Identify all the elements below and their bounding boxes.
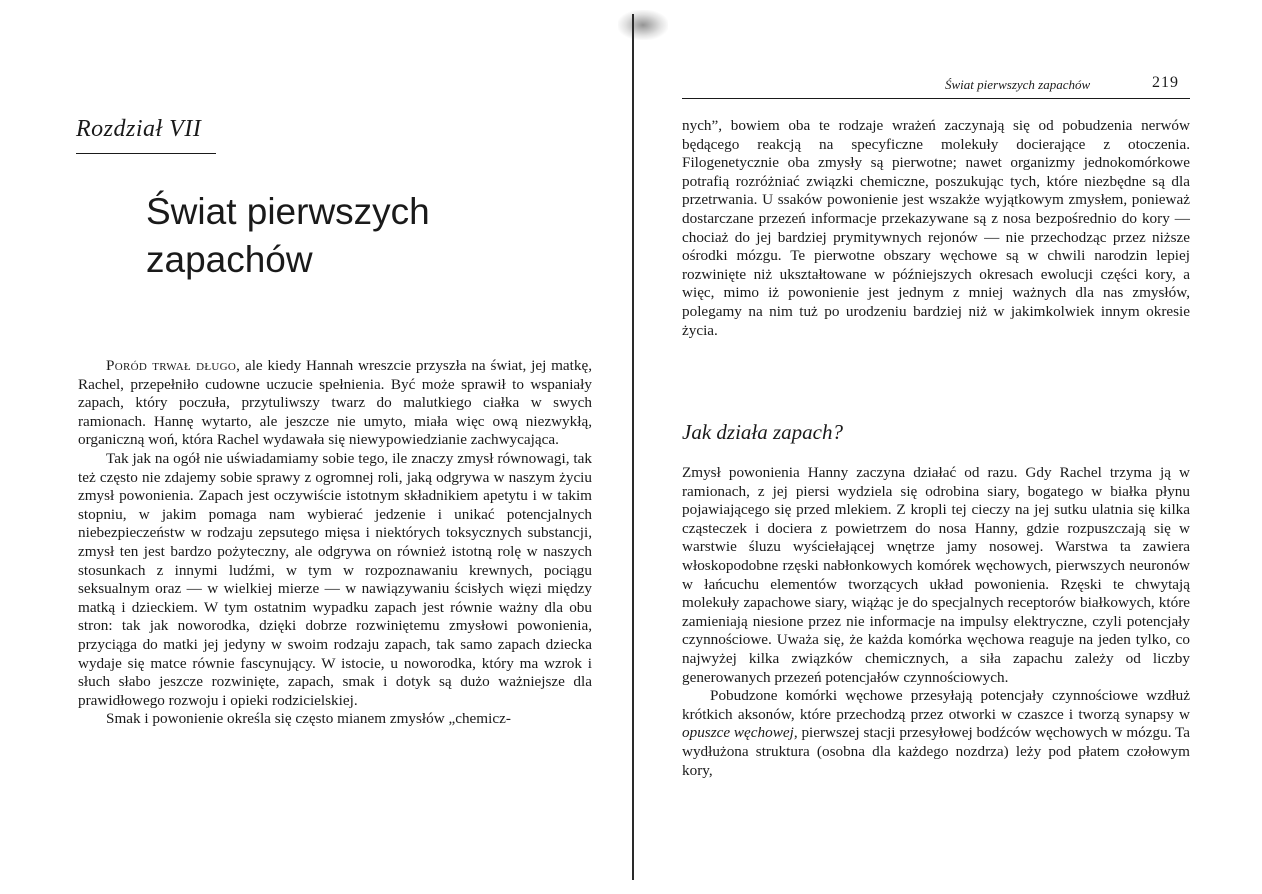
- running-head: Świat pierwszych zapachów: [945, 77, 1091, 92]
- paragraph: Tak jak na ogół nie uświadamiamy sobie tego, ile znaczy zmysł równowagi, tak też często nie zdajemy sobie sprawy z ogromnej roli, jaką odgrywa w naszym życiu zmysł powonienia. Zapach jest oczywiście istotnym składnikiem apetytu i w takim stopniu, w jakim pomaga nam wybierać jedzenie i unikać potencjalnych niebezpieczeństw w rodzaju zepsutego mięsa i niektórych toksycznych substancji, zmysł ten jest bardzo pożyteczny, ale odgrywa on również istotną rolę w naszych stosunkach z innymi ludźmi, w tym w rozpoznawaniu krewnych, pociągu seksualnym oraz — w wielkiej mierze — w nawiązywaniu ścisłych więzi między matką i dzieckiem. W tym ostatnim wypadku zapach jest równie ważny dla obu stron: tak jak noworodka, dzięki dobrze rozwiniętemu zmysłowi powonienia, przyciąga do matki jej jedyny w swoim rodzaju zapach, tak samo zapach dziecka wydaje się matce równie fascynujący. W istocie, u noworodka, który ma wzrok i słuch słabo jeszcze rozwinięte, zapach, smak i dotyk są dużo ważniejsze dla prawidłowego rozwoju i opieki rodzicielskiej.: [78, 449, 592, 709]
- paragraph: [78, 357, 592, 450]
- chapter-title: [146, 188, 566, 284]
- italic-term: opuszce węchowej: [682, 724, 794, 742]
- chapter-rule: [76, 153, 216, 154]
- header-rule: [682, 98, 1190, 99]
- lead-in: Poród trwał długo,: [106, 357, 241, 374]
- paragraph: Zmysł powonienia Hanny zaczyna działać od razu. Gdy Rachel trzyma ją w ramionach, z jej piersi wydziela się odrobina siary, bogatego w białka płynu pojawiającego się przed mlekiem. Z kropli tej cieczy na jej sutku ulatnia się kilka cząsteczek i dociera z powietrzem do nosa Hanny, gdzie rozpuszczają się w warstwie śluzu wyściełającej wnętrze jamy nosowej. Warstwa ta zawiera włoskopodobne rzęski nabłonkowych komórek węchowych, pierwszych neuronów w łańcuchu elementów tworzących układ powonienia. Rzęski te chwytają molekuły zapachowe siary, wiążąc je do specjalnych receptorów białkowych, które zamieniają niesione przez nie informacje na impulsy elektryczne, czyli potencjały czynnościowe. Uważa się, że każda komórka węchowa reaguje na jeden tylko, co najwyżej kilka związków chemicznych, a siła zapachu zależy od liczby generowanych przezeń potencjałów czynnościowych.: [682, 464, 1190, 686]
- chapter-label: Rozdział VII: [76, 116, 202, 142]
- paragraph-text: ale kiedy Hannah wreszcie przyszła na świat, jej matkę, Rachel, przepełniło cudowne uczucie spełnienia. Być może sprawił to wspaniały zapach, który poczuła, przytuliwszy twarz do malutkiego ciałka w swych ramionach. Hannę wytarto, ale jeszcze nie umyto, miała więc ową niezwykłą, organiczną woń, która Rachel wydawała się niewypowiedzianie zachwycająca.: [78, 357, 592, 449]
- paragraph-text: , pierwszej stacji przesyłowej bodźców węchowych w mózgu. Ta wydłużona struktura (osobna dla każdego nozdrza) leży pod płatem czołowym kory,: [682, 724, 1190, 779]
- left-page: [0, 0, 620, 894]
- chapter-title-line-1: Świat pierwszych: [146, 191, 430, 232]
- paragraph: [682, 687, 1190, 780]
- left-body-text: [78, 357, 592, 729]
- paragraph-text: Pobudzone komórki węchowe przesyłają potencjały czynnościowe wzdłuż krótkich aksonów, które przechodzą przez otworki w czaszce i tworzą synapsy w: [682, 687, 1190, 723]
- paragraph: Smak i powonienie określa się często mianem zmysłów „chemicz-: [106, 710, 511, 728]
- page-number: 219: [1152, 74, 1179, 91]
- gutter-shadow: [618, 10, 668, 40]
- paragraph: nych”, bowiem oba te rodzaje wrażeń zaczynają się od pobudzenia nerwów będącego reakcją na specyficzne molekuły docierające z otoczenia. Filogenetycznie oba zmysły są pierwotne; nawet organizmy jednokomórkowe potrafią rozróżniać związki chemiczne, poszukując tych, które niezbędne są dla przetrwania. U ssaków powonienie jest wszakże wyjątkowym zmysłem, ponieważ dostarczane przezeń informacje przekazywane są z nosa bezpośrednio do kory — chociaż do jej bardziej prymitywnych rejonów — nie przechodząc przez niższe ośrodki mózgu. Te pierwotne obszary węchowe są w chwili narodzin lepiej rozwinięte niż ukształtowane w późniejszych okresach ewolucji części kory, a więc, mimo iż powonienie jest jednym z mniej ważnych dla nas zmysłów, polegamy na nim tuż po urodzeniu bardziej niż w jakimkolwiek innym okresie życia.: [682, 117, 1190, 339]
- book-gutter: [632, 14, 634, 880]
- right-body-text-top: [682, 117, 1190, 340]
- right-body-text-bottom: [682, 464, 1190, 780]
- section-heading: Jak działa zapach?: [682, 420, 843, 444]
- chapter-title-line-2: zapachów: [146, 239, 313, 280]
